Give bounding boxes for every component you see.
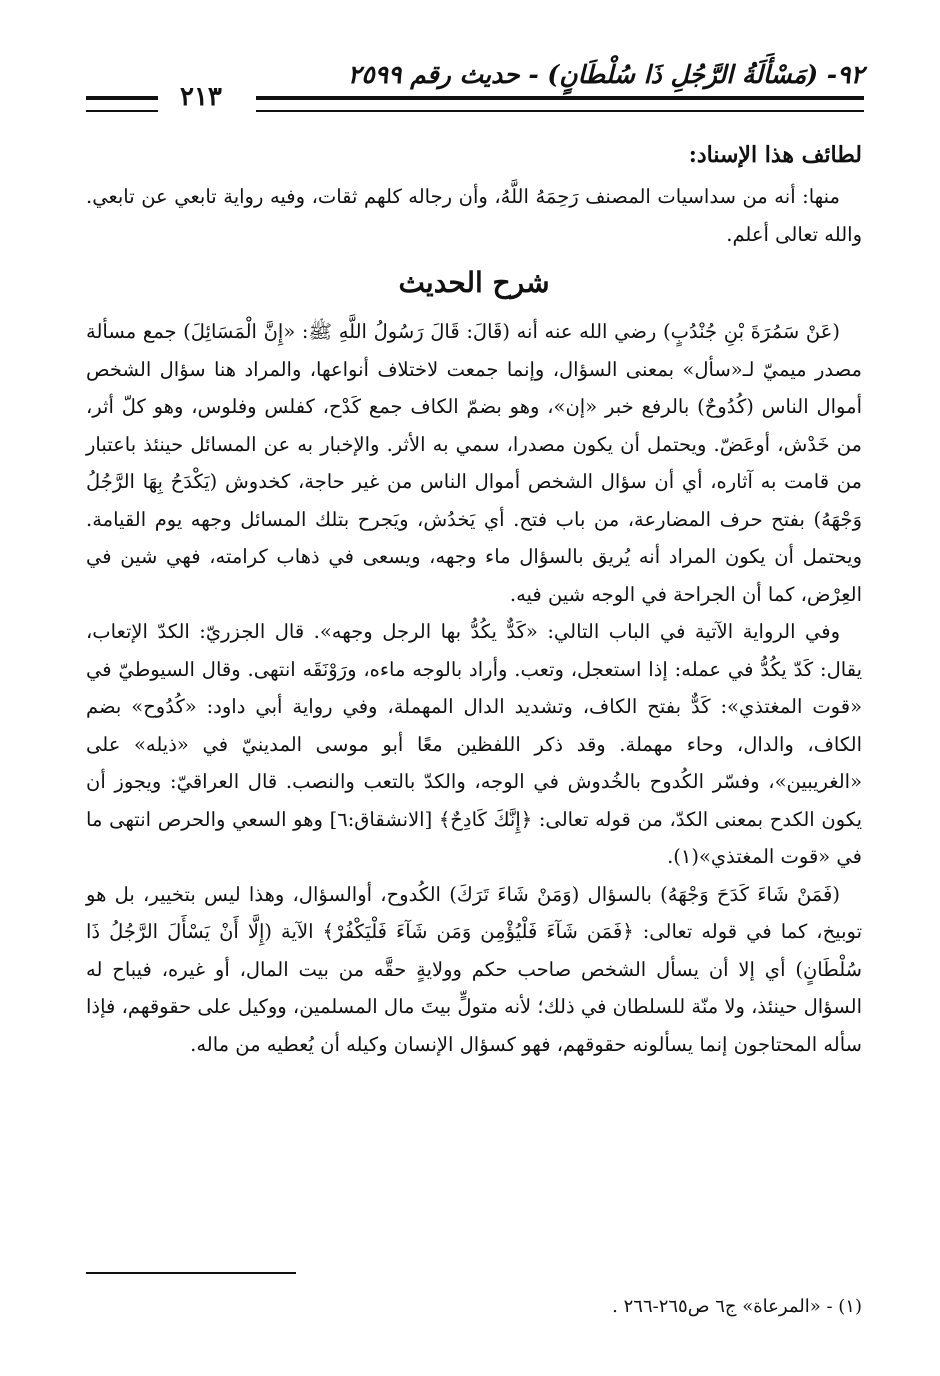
section-heading: لطائف هذا الإسناد: (688, 142, 862, 168)
sharh-paragraph-2: وفي الرواية الآتية في الباب التالي: «كَدٌّ يكُدُّ بها الرجل وجهه». قال الجزريّ: الكدّ الإتعاب، يقال: كَدّ يكُدُّ في عمله: إذا استعجل، وتعب. وأراد بالوجه ماءه، ورَوْنَقَه انتهى. وقال السيوطيّ في «قوت المغتذي»: كَدٌّ بفتح الكاف، وتشديد الدال المهملة، وفي رواية أبي داود: «كُدُوح» بضم الكاف، والدال، وحاء مهملة. وقد ذكر اللفظين معًا أبو موسى المدينيّ في «ذيله» على «الغريبين»، وفسّر الكُدوح بالخُدوش في الوجه، والكدّ بالتعب والنصب. قال العراقيّ: ويجوز أن يكون الكدح بمعنى الكدّ، من قوله تعالى: ﴿إِنَّكَ كَادِحٌ﴾ [الانشقاق:٦] وهو السعي والحرص انتهى ما في «قوت المغتذي»(١). (86, 620, 862, 868)
header-rule-right (256, 96, 864, 112)
footnote-divider (86, 1272, 296, 1274)
sharh-paragraph-3: (فَمَنْ شَاءَ كَدَحَ وَجْهَهُ) بالسؤال (وَمَنْ شَاءَ تَرَكَ) الكُدوح، أوالسؤال، وهذا ليس بتخيير، بل هو توبيخ، كما في قوله تعالى: ﴿فَمَن شَآءَ فَلْيُؤْمِن وَمَن شَآءَ فَلْيَكْفُرْ﴾ الآية (إِلَّا أَنْ يَسْأَلَ الرَّجُلُ ذَا سُلْطَانٍ) أي إلا أن يسأل الشخص صاحب حكم وولايةٍ حقَّه من بيت المال، أو غيره، فيباح له السؤال حينئذ، ولا منّة للسلطان في ذلك؛ لأنه متولٍّ بيتَ مال المسلمين، ووكيل على حقوقهم، فإذا سأله المحتاجون إنما يسألونه حقوقهم، فهو كسؤال الإنسان وكيله أن يُعطيه من ماله. (86, 882, 862, 1056)
header-rule-left (86, 96, 158, 112)
sharh-heading: شرح الحديث (398, 266, 550, 299)
running-title: ٩٢- (مَسْأَلَةُ الرَّجُلِ ذَا سُلْطَانٍ) - حديث رقم ٢٥٩٩ (347, 60, 864, 89)
page-body (86, 132, 862, 1063)
sharh-paragraph-1: (عَنْ سَمُرَةَ بْنِ جُنْدُبٍ) رضي الله عنه أنه (قَالَ: قَالَ رَسُولُ اللَّهِ ﷺ: «إِنَّ الْمَسَائِلَ) جمع مسألة مصدر ميميّ لـ«سأل» بمعنى السؤال، وإنما جمعت لاختلاف أنواعها، والمراد هنا سؤال الشخص أموال الناس (كُدُوحٌ) بالرفع خبر «إن»، وهو بضمّ الكاف جمع كَدْح، كفلس وفلوس، وهو كلّ أثر، من خَدْش، أوعَضّ. ويحتمل أن يكون مصدرا، سمي به الأثر. والإخبار به عن المسائل حينئذ باعتبار من قامت به آثاره، أي أن سؤال الشخص أموال الناس من غير حاجة، كخدوش (يَكْدَحُ بِهَا الرَّجُلُ وَجْهَهُ) بفتح حرف المضارعة، من باب فتح. أي يَخدُش، ويَجرح بتلك المسائل وجهه يوم القيامة. ويحتمل أن يكون المراد أنه يُريق بالسؤال ماء وجهه، ويسعى في ذهاب كرامته، فهي شين في العِرْض، كما أن الجراحة في الوجه شين فيه. (86, 320, 862, 606)
page-number: ٢١٣ (168, 80, 234, 114)
section-paragraph: منها: أنه من سداسيات المصنف رَحِمَهُ اللَّهُ، وأن رجاله كلهم ثقات، وفيه رواية تابعي عن تابعي. والله تعالى أعلم. (86, 185, 862, 246)
footnote: (١) - «المرعاة» ج٦ ص٢٦٥-٢٦٦ . (612, 1296, 862, 1317)
page-header (86, 58, 864, 118)
